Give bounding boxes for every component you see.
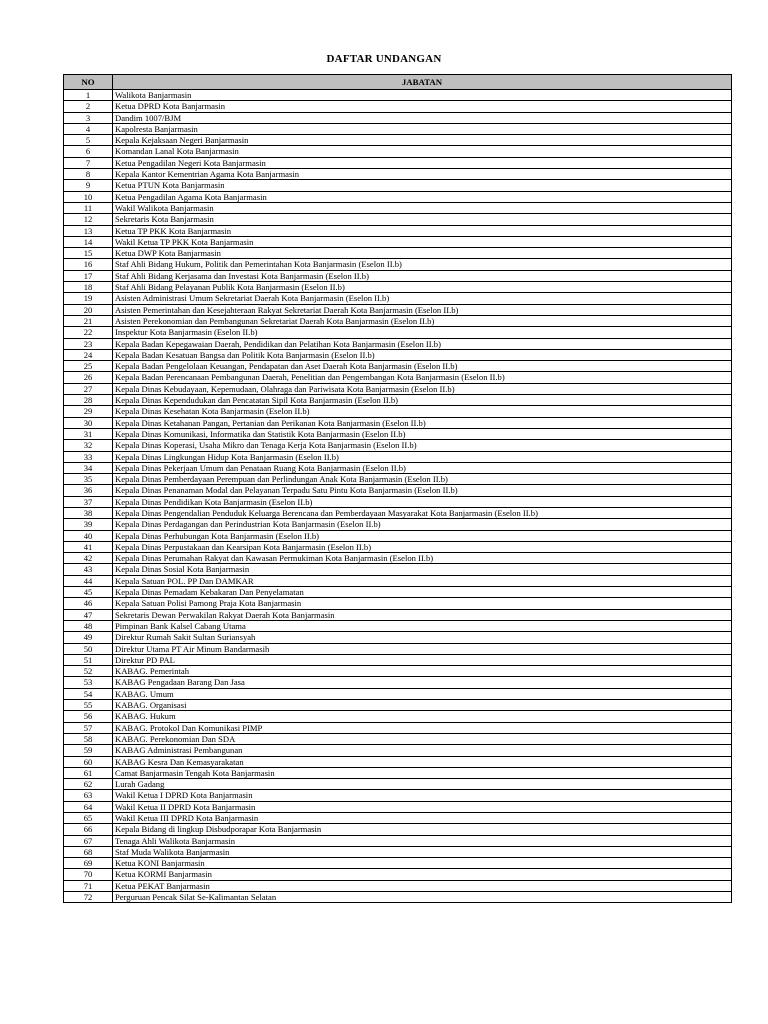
table-row <box>64 225 732 236</box>
row-number: 18 <box>64 282 113 293</box>
table-row <box>64 157 732 168</box>
row-number: 4 <box>64 123 113 134</box>
table-row <box>64 496 732 507</box>
table-row <box>64 395 732 406</box>
row-jabatan: Wakil Ketua TP PKK Kota Banjarmasin <box>113 236 732 247</box>
row-number: 6 <box>64 146 113 157</box>
row-number: 27 <box>64 383 113 394</box>
table-row <box>64 846 732 857</box>
row-jabatan: Kepala Badan Pengelolaan Keuangan, Pendapatan dan Aset Daerah Kota Banjarmasin (Eselon II.b) <box>113 361 732 372</box>
table-row <box>64 666 732 677</box>
table-row <box>64 824 732 835</box>
row-number: 3 <box>64 112 113 123</box>
row-jabatan: Kepala Dinas Pendidikan Kota Banjarmasin (Eselon II.b) <box>113 496 732 507</box>
row-jabatan: Asisten Pemerintahan dan Kesejahteraan Rakyat Sekretariat Daerah Kota Banjarmasin (Eselon II.b) <box>113 304 732 315</box>
table-row <box>64 485 732 496</box>
row-number: 22 <box>64 327 113 338</box>
row-number: 56 <box>64 711 113 722</box>
row-number: 5 <box>64 135 113 146</box>
row-number: 68 <box>64 846 113 857</box>
table-row <box>64 530 732 541</box>
row-jabatan: Kepala Dinas Komunikasi, Informatika dan Statistik Kota Banjarmasin (Eselon II.b) <box>113 428 732 439</box>
table-row <box>64 575 732 586</box>
row-number: 61 <box>64 767 113 778</box>
row-jabatan: Staf Ahli Bidang Pelayanan Publik Kota Banjarmasin (Eselon II.b) <box>113 282 732 293</box>
row-jabatan: Kepala Dinas Perdagangan dan Perindustrian Kota Banjarmasin (Eselon II.b) <box>113 519 732 530</box>
row-number: 72 <box>64 892 113 903</box>
row-jabatan: Asisten Administrasi Umum Sekretariat Daerah Kota Banjarmasin (Eselon II.b) <box>113 293 732 304</box>
row-number: 58 <box>64 733 113 744</box>
row-number: 46 <box>64 598 113 609</box>
table-row <box>64 327 732 338</box>
row-number: 64 <box>64 801 113 812</box>
row-number: 34 <box>64 462 113 473</box>
row-jabatan: Ketua TP PKK Kota Banjarmasin <box>113 225 732 236</box>
row-number: 15 <box>64 248 113 259</box>
invitation-table <box>63 74 732 903</box>
row-number: 70 <box>64 869 113 880</box>
row-jabatan: Walikota Banjarmasin <box>113 90 732 101</box>
table-row <box>64 632 732 643</box>
row-jabatan: Ketua KONI Banjarmasin <box>113 858 732 869</box>
row-jabatan: Kepala Badan Perencanaan Pembangunan Daerah, Penelitian dan Pengembangan Kota Banjarmasin (Eselon II.b) <box>113 372 732 383</box>
row-jabatan: Inspektur Kota Banjarmasin (Eselon II.b) <box>113 327 732 338</box>
row-jabatan: Staf Ahli Bidang Kerjasama dan Investasi Kota Banjarmasin (Eselon II.b) <box>113 270 732 281</box>
row-number: 35 <box>64 474 113 485</box>
table-row <box>64 282 732 293</box>
row-number: 14 <box>64 236 113 247</box>
table-row <box>64 507 732 518</box>
table-row <box>64 383 732 394</box>
table-row <box>64 609 732 620</box>
row-jabatan: Kepala Dinas Kependudukan dan Pencatatan Sipil Kota Banjarmasin (Eselon II.b) <box>113 395 732 406</box>
row-number: 49 <box>64 632 113 643</box>
row-number: 28 <box>64 395 113 406</box>
table-row <box>64 406 732 417</box>
row-jabatan: Wakil Walikota Banjarmasin <box>113 202 732 213</box>
row-number: 10 <box>64 191 113 202</box>
table-row <box>64 135 732 146</box>
row-number: 37 <box>64 496 113 507</box>
table-row <box>64 304 732 315</box>
table-row <box>64 293 732 304</box>
table-row <box>64 519 732 530</box>
row-number: 1 <box>64 90 113 101</box>
row-number: 23 <box>64 338 113 349</box>
table-row <box>64 90 732 101</box>
row-jabatan: Sekretaris Dewan Perwakilan Rakyat Daerah Kota Banjarmasin <box>113 609 732 620</box>
row-jabatan: Kepala Badan Kesatuan Bangsa dan Politik Kota Banjarmasin (Eselon II.b) <box>113 349 732 360</box>
table-row <box>64 338 732 349</box>
row-number: 59 <box>64 745 113 756</box>
table-row <box>64 180 732 191</box>
table-row <box>64 259 732 270</box>
row-number: 43 <box>64 564 113 575</box>
table-row <box>64 146 732 157</box>
row-number: 31 <box>64 428 113 439</box>
table-row <box>64 745 732 756</box>
row-jabatan: Kepala Dinas Pekerjaan Umum dan Penataan Ruang Kota Banjarmasin (Eselon II.b) <box>113 462 732 473</box>
table-row <box>64 191 732 202</box>
row-jabatan: Tenaga Ahli Walikota Banjarmasin <box>113 835 732 846</box>
row-jabatan: Kepala Bidang di lingkup Disbudporapar Kota Banjarmasin <box>113 824 732 835</box>
row-number: 48 <box>64 620 113 631</box>
row-number: 36 <box>64 485 113 496</box>
row-jabatan: Ketua Pengadilan Agama Kota Banjarmasin <box>113 191 732 202</box>
table-row <box>64 349 732 360</box>
row-jabatan: Wakil Ketua I DPRD Kota Banjarmasin <box>113 790 732 801</box>
row-number: 71 <box>64 880 113 891</box>
row-number: 54 <box>64 688 113 699</box>
column-header-no: NO <box>64 75 113 90</box>
row-number: 17 <box>64 270 113 281</box>
table-row <box>64 564 732 575</box>
row-jabatan: Ketua DPRD Kota Banjarmasin <box>113 101 732 112</box>
table-row <box>64 711 732 722</box>
row-jabatan: Kepala Dinas Sosial Kota Banjarmasin <box>113 564 732 575</box>
row-number: 21 <box>64 315 113 326</box>
row-jabatan: Kapolresta Banjarmasin <box>113 123 732 134</box>
table-row <box>64 858 732 869</box>
row-number: 11 <box>64 202 113 213</box>
row-number: 55 <box>64 700 113 711</box>
row-jabatan: Kepala Dinas Kebudayaan, Kepemudaan, Olahraga dan Pariwisata Kota Banjarmasin (Eselon II.b) <box>113 383 732 394</box>
row-jabatan: KABAG Administrasi Pembangunan <box>113 745 732 756</box>
row-number: 69 <box>64 858 113 869</box>
row-jabatan: Kepala Dinas Koperasi, Usaha Mikro dan Tenaga Kerja Kota Banjarmasin (Eselon II.b) <box>113 440 732 451</box>
row-jabatan: Staf Ahli Bidang Hukum, Politik dan Pemerintahan Kota Banjarmasin (Eselon II.b) <box>113 259 732 270</box>
row-jabatan: KABAG. Organisasi <box>113 700 732 711</box>
row-number: 53 <box>64 677 113 688</box>
row-jabatan: KABAG Pengadaan Barang Dan Jasa <box>113 677 732 688</box>
row-jabatan: KABAG. Umum <box>113 688 732 699</box>
row-number: 7 <box>64 157 113 168</box>
row-jabatan: Kepala Kantor Kementrian Agama Kota Banjarmasin <box>113 169 732 180</box>
row-number: 42 <box>64 553 113 564</box>
table-row <box>64 462 732 473</box>
table-row <box>64 677 732 688</box>
row-jabatan: KABAG Kesra Dan Kemasyarakatan <box>113 756 732 767</box>
table-row <box>64 767 732 778</box>
table-row <box>64 428 732 439</box>
row-number: 51 <box>64 654 113 665</box>
row-number: 32 <box>64 440 113 451</box>
row-number: 20 <box>64 304 113 315</box>
row-jabatan: Komandan Lanal Kota Banjarmasin <box>113 146 732 157</box>
row-jabatan: Kepala Dinas Kesehatan Kota Banjarmasin (Eselon II.b) <box>113 406 732 417</box>
table-row <box>64 801 732 812</box>
table-row <box>64 474 732 485</box>
row-jabatan: Camat Banjarmasin Tengah Kota Banjarmasin <box>113 767 732 778</box>
row-number: 26 <box>64 372 113 383</box>
table-row <box>64 214 732 225</box>
row-jabatan: Kepala Dinas Pemberdayaan Perempuan dan Perlindungan Anak Kota Banjarmasin (Eselon II.b) <box>113 474 732 485</box>
row-number: 57 <box>64 722 113 733</box>
table-row <box>64 541 732 552</box>
row-jabatan: Wakil Ketua II DPRD Kota Banjarmasin <box>113 801 732 812</box>
row-number: 50 <box>64 643 113 654</box>
row-jabatan: Kepala Dinas Pengendalian Penduduk Keluarga Berencana dan Pemberdayaan Masyarakat Kota Banjarmasin (Eselon II.b) <box>113 507 732 518</box>
row-number: 24 <box>64 349 113 360</box>
row-jabatan: Kepala Dinas Ketahanan Pangan, Pertanian dan Perikanan Kota Banjarmasin (Eselon II.b) <box>113 417 732 428</box>
row-number: 67 <box>64 835 113 846</box>
row-jabatan: Kepala Kejaksaan Negeri Banjarmasin <box>113 135 732 146</box>
table-row <box>64 202 732 213</box>
row-jabatan: Staf Muda Walikota Banjarmasin <box>113 846 732 857</box>
row-jabatan: Pimpinan Bank Kalsel Cabang Utama <box>113 620 732 631</box>
row-number: 47 <box>64 609 113 620</box>
table-row <box>64 654 732 665</box>
row-number: 9 <box>64 180 113 191</box>
row-jabatan: Lurah Gadang <box>113 779 732 790</box>
table-row <box>64 880 732 891</box>
table-row <box>64 236 732 247</box>
row-number: 62 <box>64 779 113 790</box>
row-jabatan: Perguruan Pencak Silat Se-Kalimantan Selatan <box>113 892 732 903</box>
table-row <box>64 756 732 767</box>
table-row <box>64 270 732 281</box>
row-jabatan: Dandim 1007/BJM <box>113 112 732 123</box>
table-row <box>64 553 732 564</box>
row-jabatan: Kepala Dinas Perumahan Rakyat dan Kawasan Permukiman Kota Banjarmasin (Eselon II.b) <box>113 553 732 564</box>
row-jabatan: Ketua DWP Kota Banjarmasin <box>113 248 732 259</box>
table-row <box>64 779 732 790</box>
row-jabatan: Kepala Badan Kepegawaian Daerah, Pendidikan dan Pelatihan Kota Banjarmasin (Eselon II.b) <box>113 338 732 349</box>
row-jabatan: Sekretaris Kota Banjarmasin <box>113 214 732 225</box>
row-number: 2 <box>64 101 113 112</box>
row-number: 12 <box>64 214 113 225</box>
row-number: 29 <box>64 406 113 417</box>
column-header-jabatan: JABATAN <box>113 75 732 90</box>
table-row <box>64 722 732 733</box>
row-number: 40 <box>64 530 113 541</box>
table-row <box>64 700 732 711</box>
row-jabatan: Kepala Satuan POL. PP Dan DAMKAR <box>113 575 732 586</box>
row-jabatan: KABAG. Perekonomian Dan SDA <box>113 733 732 744</box>
row-jabatan: Kepala Dinas Perpustakaan dan Kearsipan Kota Banjarmasin (Eselon II.b) <box>113 541 732 552</box>
row-jabatan: Direktur Utama PT Air Minum Bandarmasih <box>113 643 732 654</box>
row-number: 45 <box>64 587 113 598</box>
table-row <box>64 101 732 112</box>
table-row <box>64 790 732 801</box>
row-jabatan: Kepala Dinas Perhubungan Kota Banjarmasin (Eselon II.b) <box>113 530 732 541</box>
row-number: 60 <box>64 756 113 767</box>
table-body <box>64 90 732 903</box>
row-jabatan: Asisten Perekonomian dan Pembangunan Sekretariat Daerah Kota Banjarmasin (Eselon II.b) <box>113 315 732 326</box>
row-number: 30 <box>64 417 113 428</box>
table-row <box>64 620 732 631</box>
table-row <box>64 112 732 123</box>
table-row <box>64 169 732 180</box>
row-number: 63 <box>64 790 113 801</box>
row-jabatan: Ketua PTUN Kota Banjarmasin <box>113 180 732 191</box>
table-row <box>64 361 732 372</box>
table-row <box>64 587 732 598</box>
table-row <box>64 835 732 846</box>
row-number: 16 <box>64 259 113 270</box>
row-jabatan: KABAG. Hukum <box>113 711 732 722</box>
table-row <box>64 688 732 699</box>
row-jabatan: Kepala Dinas Lingkungan Hidup Kota Banjarmasin (Eselon II.b) <box>113 451 732 462</box>
row-number: 25 <box>64 361 113 372</box>
row-number: 13 <box>64 225 113 236</box>
document-title: DAFTAR UNDANGAN <box>326 53 442 65</box>
row-jabatan: Ketua Pengadilan Negeri Kota Banjarmasin <box>113 157 732 168</box>
table-row <box>64 733 732 744</box>
table-header-row <box>64 75 732 90</box>
row-jabatan: Kepala Dinas Penanaman Modal dan Pelayanan Terpadu Satu Pintu Kota Banjarmasin (Eselon II.b) <box>113 485 732 496</box>
table-row <box>64 869 732 880</box>
row-jabatan: KABAG. Protokol Dan Komunikasi PIMP <box>113 722 732 733</box>
row-number: 41 <box>64 541 113 552</box>
row-jabatan: Direktur Rumah Sakit Sultan Suriansyah <box>113 632 732 643</box>
row-jabatan: Kepala Satuan Polisi Pamong Praja Kota Banjarmasin <box>113 598 732 609</box>
row-number: 19 <box>64 293 113 304</box>
row-number: 66 <box>64 824 113 835</box>
row-jabatan: KABAG. Pemerintah <box>113 666 732 677</box>
table-row <box>64 451 732 462</box>
row-jabatan: Kepala Dinas Pemadam Kebakaran Dan Penyelamatan <box>113 587 732 598</box>
table-row <box>64 892 732 903</box>
table-row <box>64 813 732 824</box>
row-jabatan: Direktur PD PAL <box>113 654 732 665</box>
row-number: 38 <box>64 507 113 518</box>
row-jabatan: Ketua PEKAT Banjarmasin <box>113 880 732 891</box>
row-number: 65 <box>64 813 113 824</box>
row-number: 39 <box>64 519 113 530</box>
row-jabatan: Ketua KORMI Banjarmasin <box>113 869 732 880</box>
row-jabatan: Wakil Ketua III DPRD Kota Banjarmasin <box>113 813 732 824</box>
table-row <box>64 123 732 134</box>
table-row <box>64 417 732 428</box>
table-row <box>64 315 732 326</box>
table-row <box>64 440 732 451</box>
table-row <box>64 598 732 609</box>
row-number: 8 <box>64 169 113 180</box>
table-row <box>64 248 732 259</box>
row-number: 44 <box>64 575 113 586</box>
table-row <box>64 643 732 654</box>
row-number: 52 <box>64 666 113 677</box>
table-row <box>64 372 732 383</box>
row-number: 33 <box>64 451 113 462</box>
